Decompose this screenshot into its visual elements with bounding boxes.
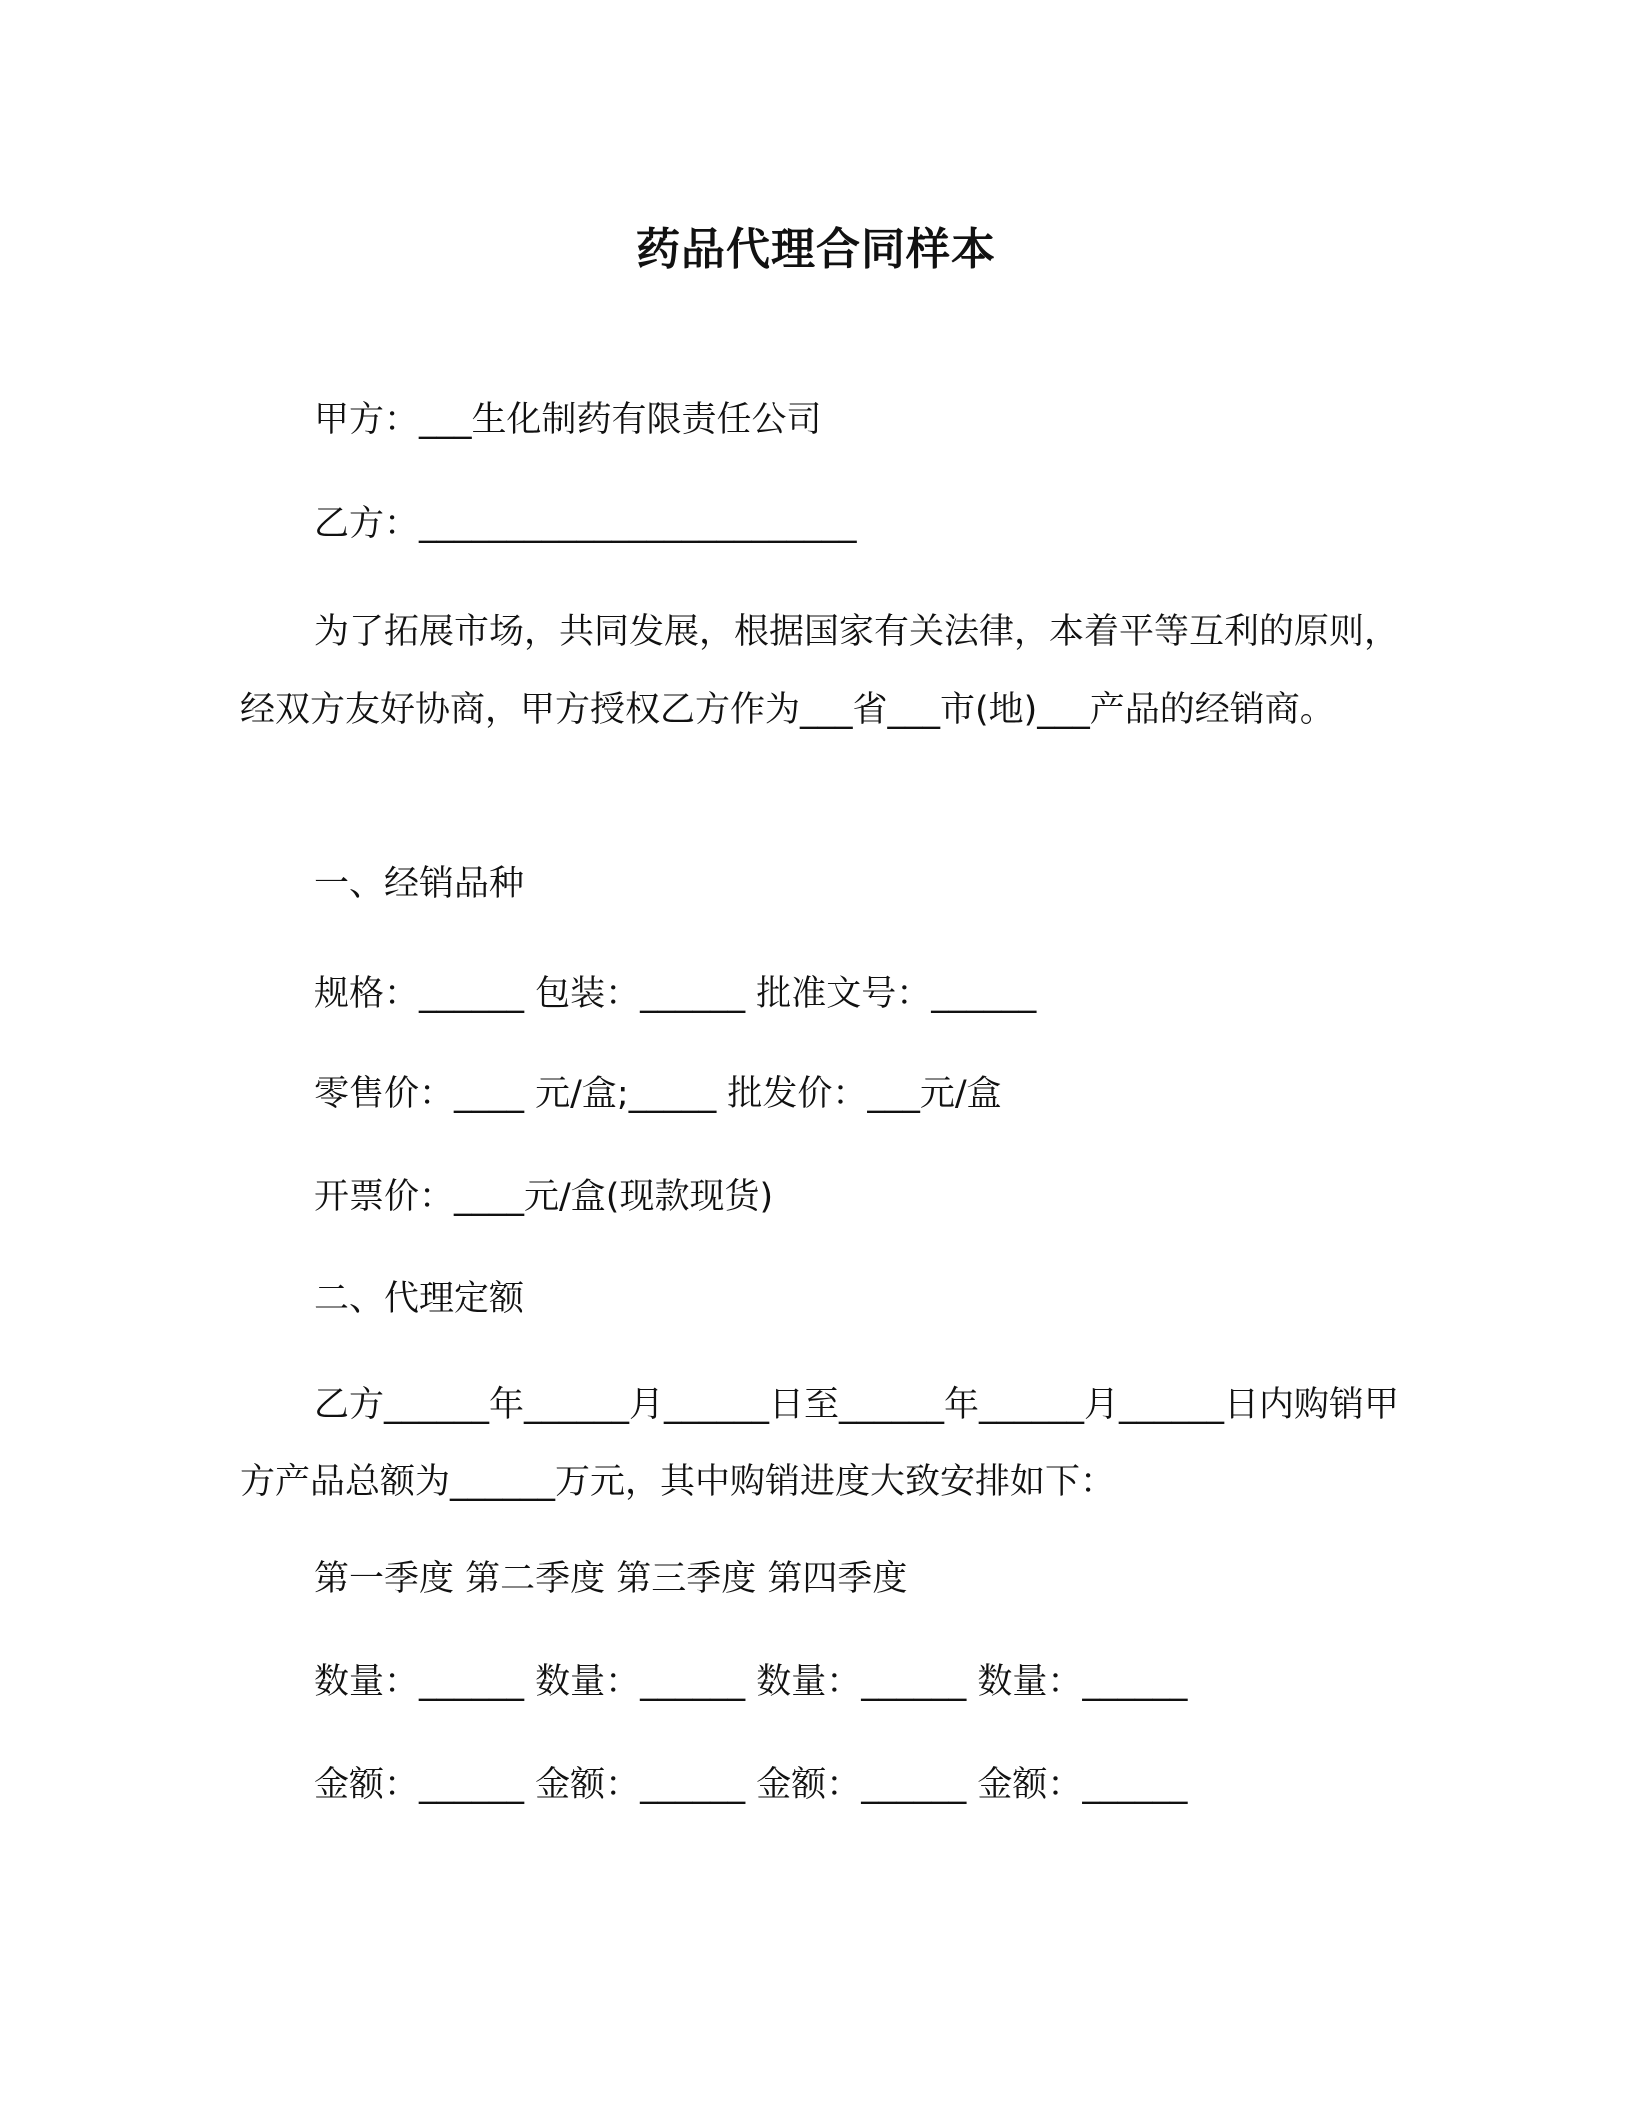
party-a-line: 甲方：___生化制药有限责任公司 <box>314 400 822 440</box>
quarters-line: 第一季度 第二季度 第三季度 第四季度 <box>314 1559 908 1599</box>
amount-line: 金额：______ 金额：______ 金额：______ 金额：______ <box>314 1765 1188 1805</box>
quota-period-paragraph: 乙方______年______月______日至______年______月______日内购销甲方产品总额为______万元，其中购销进度大致安排如下： <box>240 1385 1400 1502</box>
section-1-heading: 一、经销品种 <box>314 864 525 904</box>
intro-paragraph: 为了拓展市场，共同发展，根据国家有关法律，本着平等互利的原则，经双方友好协商，甲方授权乙方作为___省___市(地)___产品的经销商。 <box>240 612 1400 730</box>
invoice-price-line: 开票价：____元/盒(现款现货) <box>314 1177 774 1217</box>
spec-package-approval-line: 规格：______ 包装：______ 批准文号：______ <box>314 974 1037 1014</box>
section-2-heading: 二、代理定额 <box>314 1279 525 1319</box>
document-title: 药品代理合同样本 <box>636 224 996 275</box>
party-b-line: 乙方：_________________________ <box>314 504 857 544</box>
quantity-line: 数量：______ 数量：______ 数量：______ 数量：______ <box>314 1662 1188 1702</box>
retail-wholesale-price-line: 零售价：____ 元/盒;_____ 批发价：___元/盒 <box>314 1074 1002 1114</box>
